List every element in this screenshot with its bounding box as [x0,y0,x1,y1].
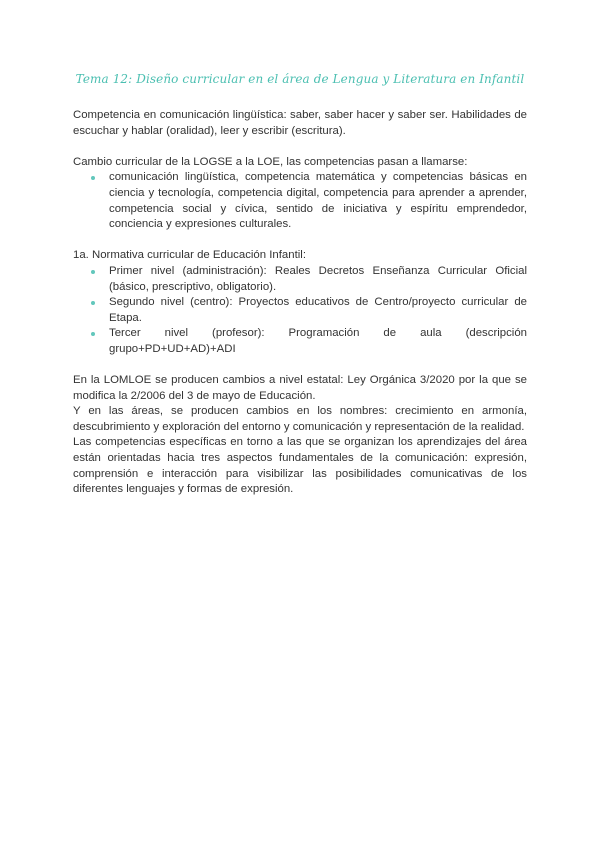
paragraph-competencias-especificas: Las competencias específicas en torno a las que se organizan los aprendizajes del área están orientadas hacia tres aspectos fundamentales de la comunicación: expresión, comprensión e interacción para visibilizar las posibilidades comunicativas de los diferentes lenguajes y formas de expresión. [73,436,527,496]
list-item: Primer nivel (administración): Reales Decretos Enseñanza Curricular Oficial (básico, prescriptivo, obligatorio). [73,264,527,295]
paragraph-lomloe: En la LOMLOE se producen cambios a nivel estatal: Ley Orgánica 3/2020 por la que se modifica la 2/2006 del 3 de mayo de Educación. [73,374,527,402]
paragraph-areas: Y en las áreas, se producen cambios en los nombres: crecimiento en armonía, descubrimiento y exploración del entorno y comunicación y representación de la realidad. [73,405,527,433]
paragraph-competencia: Competencia en comunicación lingüística: saber, saber hacer y saber ser. Habilidades de escuchar y hablar (oralidad), leer y escribir (escritura). [73,109,527,137]
competencias-list [73,170,527,232]
niveles-list [73,264,527,358]
paragraph-cambio-curricular: Cambio curricular de la LOGSE a la LOE, las competencias pasan a llamarse: [73,155,468,168]
list-item: Tercer nivel (profesor): Programación de aula (descripción grupo+PD+UD+AD)+ADI [73,326,527,357]
spacer [73,358,527,374]
page-title: Tema 12: Diseño curricular en el área de Lengua y Literatura en Infantil [75,72,525,86]
list-item: Segundo nivel (centro): Proyectos educativos de Centro/proyecto curricular de Etapa. [73,295,527,326]
spacer [73,233,527,249]
list-item: comunicación lingüística, competencia matemática y competencias básicas en ciencia y tecnología, competencia digital, competencia para aprender a aprender, competencia social y cívica, sentido de iniciativa y espíritu emprendedor, conciencia y expresiones culturales. [73,170,527,232]
paragraph-normativa: 1a. Normativa curricular de Educación Infantil: [73,249,306,262]
document-body [73,108,527,498]
spacer [73,139,527,155]
